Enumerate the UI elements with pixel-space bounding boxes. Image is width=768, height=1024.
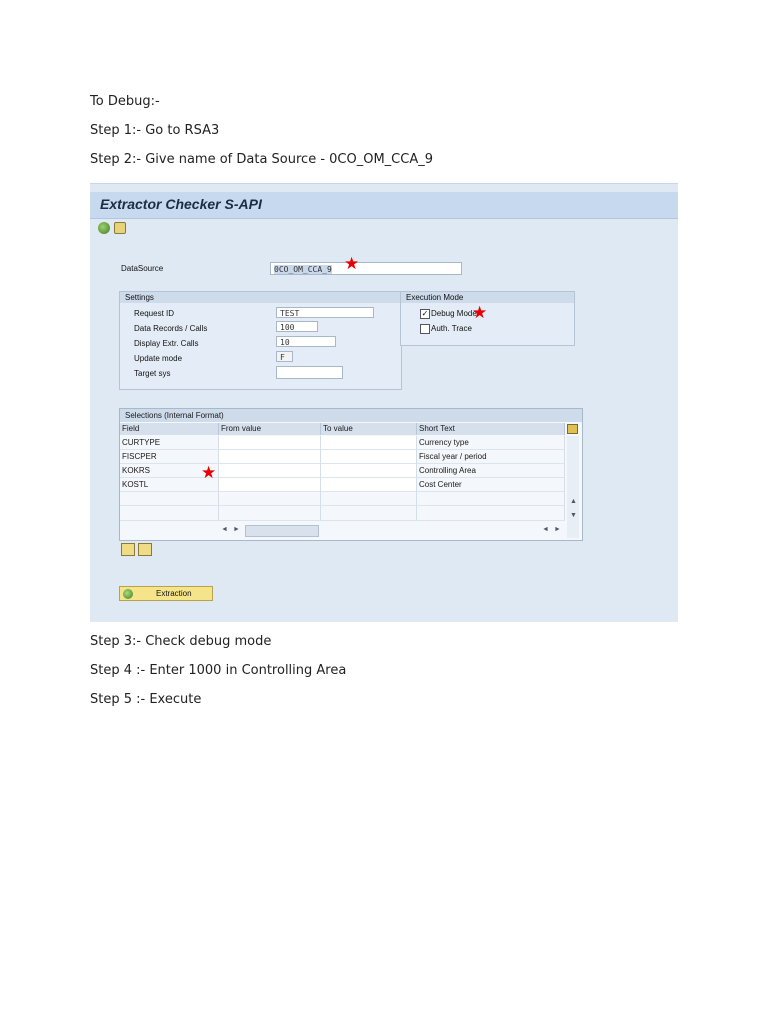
table-row-short-text: Fiscal year / period xyxy=(417,450,565,464)
scroll-up-icon[interactable]: ▲ xyxy=(570,498,577,505)
vertical-scrollbar[interactable] xyxy=(567,436,579,538)
horizontal-scrollbar[interactable] xyxy=(245,525,319,537)
datasource-label: DataSource xyxy=(121,264,164,273)
table-row-empty xyxy=(219,506,321,521)
to-value-input[interactable] xyxy=(321,436,417,450)
target-sys-input[interactable] xyxy=(276,366,343,379)
data-records-input[interactable]: 100 xyxy=(276,321,318,332)
update-mode-label: Update mode xyxy=(134,354,183,363)
from-value-input[interactable] xyxy=(219,478,321,492)
datasource-input[interactable] xyxy=(270,262,462,275)
to-value-input[interactable] xyxy=(321,464,417,478)
settings-header: Settings xyxy=(120,292,401,303)
to-value-input[interactable] xyxy=(321,478,417,492)
selections-title: Selections (Internal Format) xyxy=(120,409,582,422)
doc-step-3: Step 3:- Check debug mode xyxy=(90,634,272,649)
column-header-short-text[interactable]: Short Text xyxy=(417,423,565,435)
scroll-right-icon[interactable]: ► xyxy=(233,526,240,533)
auth-trace-label: Auth. Trace xyxy=(431,324,472,333)
doc-step-2: Step 2:- Give name of Data Source - 0CO_OM_CCA_9 xyxy=(90,152,434,167)
target-sys-label: Target sys xyxy=(134,369,171,378)
marker-star-icon: ★ xyxy=(201,463,217,482)
table-row-field: CURTYPE xyxy=(120,436,219,450)
insert-row-icon[interactable] xyxy=(121,543,135,556)
sap-title-bar xyxy=(90,192,678,219)
table-row-empty xyxy=(321,492,417,506)
table-row-empty xyxy=(321,506,417,521)
table-row-field: KOSTL xyxy=(120,478,219,492)
debug-mode-label: Debug Mode xyxy=(431,309,477,318)
table-row-empty xyxy=(219,492,321,506)
table-row-empty xyxy=(120,492,219,506)
page-title: Extractor Checker S-API xyxy=(100,196,262,212)
table-row-empty xyxy=(120,506,219,521)
scroll-left-icon[interactable]: ◄ xyxy=(221,526,228,533)
table-row-short-text: Controlling Area xyxy=(417,464,565,478)
column-header-to[interactable]: To value xyxy=(321,423,417,435)
doc-step-5: Step 5 :- Execute xyxy=(90,692,202,707)
display-extr-calls-input[interactable]: 10 xyxy=(276,336,336,347)
debug-mode-checkbox[interactable]: ✓ xyxy=(421,309,429,318)
table-row-empty xyxy=(417,492,565,506)
table-row-field: FISCPER xyxy=(120,450,219,464)
doc-intro: To Debug:- xyxy=(90,94,160,109)
table-row-short-text: Cost Center xyxy=(417,478,565,492)
scroll-down-icon[interactable]: ▼ xyxy=(570,512,577,519)
selections-table xyxy=(119,408,583,541)
column-header-field[interactable]: Field xyxy=(120,423,219,435)
marker-star-icon: ★ xyxy=(344,254,360,273)
execute-icon xyxy=(123,589,133,599)
execution-mode-header: Execution Mode xyxy=(401,292,574,303)
execute-icon[interactable] xyxy=(98,222,110,234)
document-icon[interactable] xyxy=(114,222,126,234)
extraction-button[interactable] xyxy=(119,586,213,601)
table-settings-icon[interactable] xyxy=(567,424,578,434)
from-value-input[interactable] xyxy=(219,436,321,450)
marker-star-icon: ★ xyxy=(472,303,488,322)
from-value-input[interactable] xyxy=(219,464,321,478)
doc-step-4: Step 4 :- Enter 1000 in Controlling Area xyxy=(90,663,347,678)
request-id-input[interactable]: TEST xyxy=(276,307,374,318)
scroll-left-icon[interactable]: ◄ xyxy=(542,526,549,533)
to-value-input[interactable] xyxy=(321,450,417,464)
delete-row-icon[interactable] xyxy=(138,543,152,556)
request-id-label: Request ID xyxy=(134,309,175,318)
from-value-input[interactable] xyxy=(219,450,321,464)
column-header-from[interactable]: From value xyxy=(219,423,321,435)
auth-trace-checkbox[interactable] xyxy=(420,324,430,334)
update-mode-input[interactable]: F xyxy=(276,351,293,362)
data-records-label: Data Records / Calls xyxy=(134,324,208,333)
table-row-empty xyxy=(417,506,565,521)
extraction-button-label: Extraction xyxy=(156,589,192,598)
sap-screenshot xyxy=(90,183,678,622)
scroll-right-icon[interactable]: ► xyxy=(554,526,561,533)
table-row-field: KOKRS xyxy=(120,464,219,478)
display-extr-calls-label: Display Extr. Calls xyxy=(134,339,199,348)
table-row-short-text: Currency type xyxy=(417,436,565,450)
doc-step-1: Step 1:- Go to RSA3 xyxy=(90,123,220,138)
datasource-value: 0CO_OM_CCA_9 xyxy=(274,265,332,274)
